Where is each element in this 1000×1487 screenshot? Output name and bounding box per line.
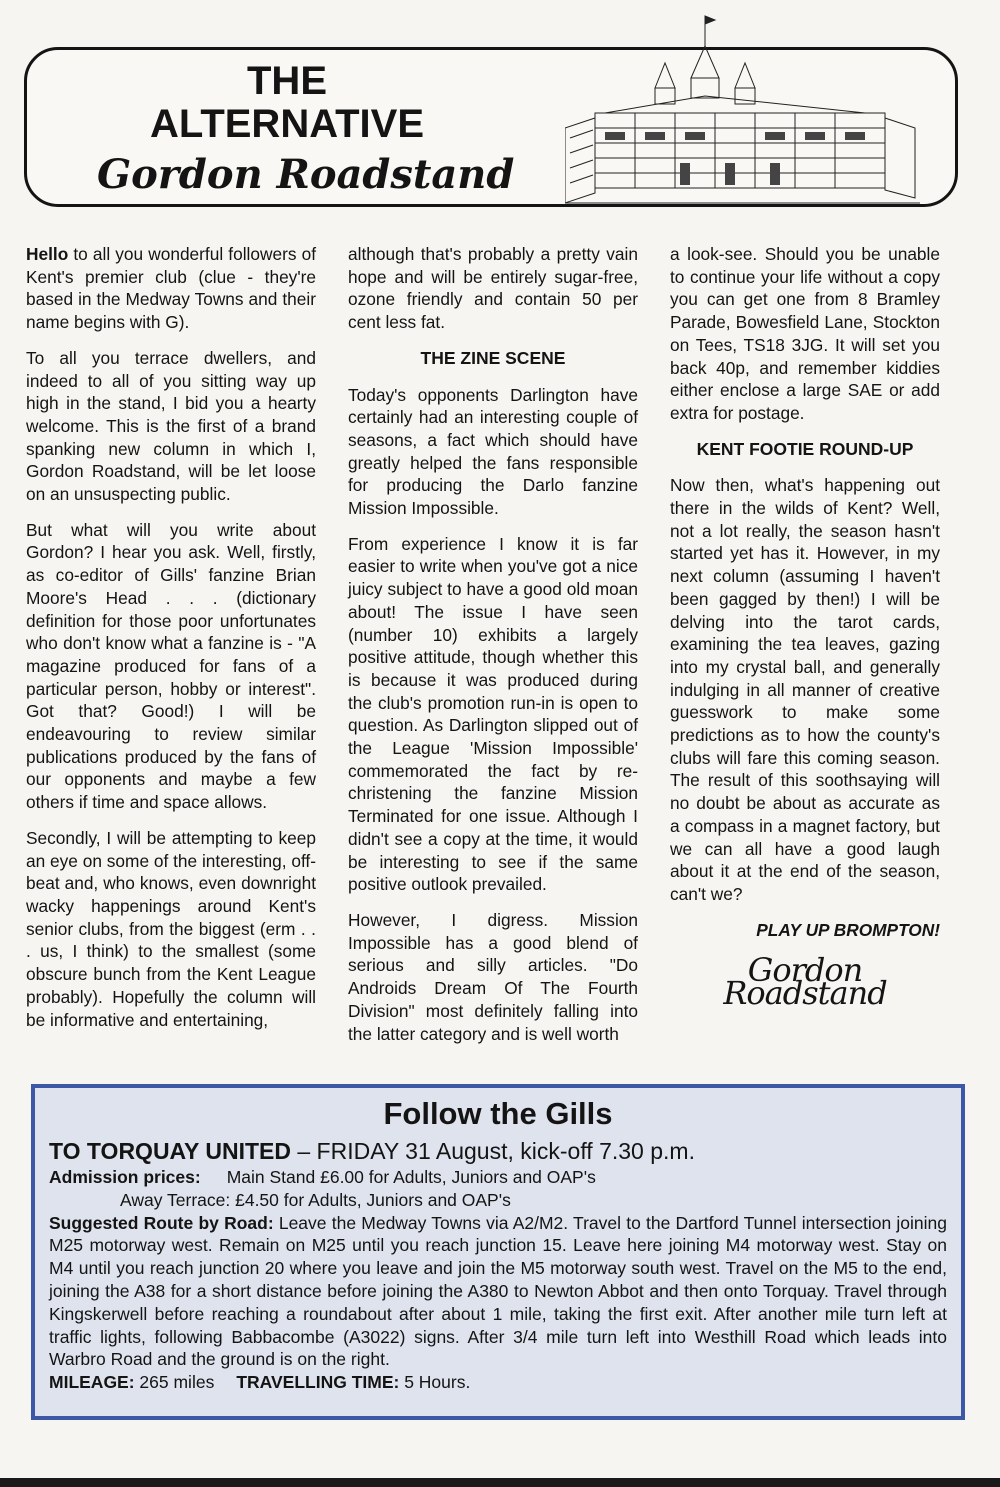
title-line-gordon-roadstand: Gordon Roadstand — [97, 151, 515, 198]
page-bottom-edge — [0, 1478, 1000, 1487]
paragraph-text: to all you wonderful followers of Kent's premier club (clue - they're based in the Medway Towns and their name begins with G). — [26, 244, 316, 333]
route-text: Leave the Medway Towns via A2/M2. Travel to the Dartford Tunnel intersection joining M25 motorway west. Remain on M25 until you reach junction 15. Leave here joining M4 motorway west. Stay on M4 until you reach junction 20 where you leave and join the M5 motorway south west. Travel on the M5 to the end, joining the A38 for a short distance before joining the A380 to Newton Abbot and then onto Torquay. Travel through Kingskerwell before reaching a roundabout after about 1 mile, taking the first exit. After another mile turn left at traffic lights, following Babbacombe (A3022) signs. After 3/4 mile turn left into Westhill Road which leads into Warbro Road and the ground is on the right. — [49, 1212, 947, 1370]
paragraph: To all you terrace dwellers, and indeed to all of you sitting way up high in the stand, I bid you a hearty welcome. This is the first of a brand spanking new column in which I, Gordon Roadstand, will be let loose on an unsuspecting public. — [26, 347, 316, 505]
destination-line — [49, 1136, 947, 1166]
mileage-value: 265 miles — [134, 1372, 215, 1393]
match-details: – FRIDAY 31 August, kick-off 7.30 p.m. — [290, 1138, 695, 1164]
travel-time-value: 5 Hours. — [399, 1372, 471, 1393]
travel-time-label: TRAVELLING TIME: — [236, 1372, 400, 1393]
follow-the-gills-box — [31, 1084, 965, 1420]
section-heading-zine-scene: THE ZINE SCENE — [420, 347, 566, 368]
paragraph: But what will you write about Gordon? I hear you ask. Well, firstly, as co-editor of Gills' fanzine Brian Moore's Head . . . (dictionary definition for those poor unfortunates who don't know what a fanzine is - "A magazine produced for fans of a particular person, hobby or interest". Got that? Good!) I will be endeavouring to review similar publications produced by the fans of our opponents and maybe a few others if time and space allows. — [26, 519, 316, 813]
paragraph — [26, 243, 316, 334]
paragraph: a look-see. Should you be unable to continue your life without a copy you can get one from 8 Bramley Parade, Bowesfield Lane, Stockton on Tees, TS18 3JG. It will set you back 40p, and remember kiddies either enclose a large SAE or add extra for postage. — [670, 244, 940, 423]
admission-away-terrace: Away Terrace: £4.50 for Adults, Juniors and OAP's — [120, 1189, 511, 1210]
sign-off: PLAY UP BROMPTON! — [756, 919, 940, 940]
grandstand-illustration — [565, 8, 920, 208]
paragraph: although that's probably a pretty vain hope and will be entirely sugar-free, ozone friendly and contain 50 per cent less fat. — [348, 244, 638, 333]
paragraph: From experience I know it is far easier to write when you've got a nice juicy subject to have a good old moan about! The issue I have seen (number 10) exhibits a largely positive attitude, though whether this is because it was produced during the club's promotion run-in is open to question. As Darlington slipped out of the League 'Mission Impossible' commemorated the fact by re-christening the fanzine Mission Terminated for one issue. Although I didn't see a copy at the time, it would be interesting to see if the same positive outlook prevailed. — [348, 533, 638, 895]
title-line-the: THE — [247, 59, 327, 103]
greeting-word: Hello — [26, 244, 69, 264]
author-signature: Gordon Roadstand — [723, 951, 887, 1013]
travel-summary — [49, 1371, 947, 1394]
paragraph: However, I digress. Mission Impossible has a good blend of serious and silly articles. "Do Androids Dream Of The Fourth Division" most definitely falling into the latter category and is well worth — [348, 909, 638, 1044]
route-label: Suggested Route by Road: — [49, 1212, 274, 1233]
article-column-1 — [26, 243, 316, 1044]
article-column-3 — [670, 243, 940, 1013]
section-heading-kent-footie: KENT FOOTIE ROUND-UP — [696, 438, 914, 459]
box-title: Follow the Gills — [383, 1096, 613, 1131]
paragraph: Now then, what's happening out there in the wilds of Kent? Well, not a lot really, the season hasn't started yet has it. However, in my next column (assuming I haven't been gagged by then!) I will be delving into the tarot cards, examining the tea leaves, gazing into my crystal ball, and generally indulging in all manner of creative guesswork to make some predictions as to how the county's clubs will fare this coming season. The result of this soothsaying will no doubt be about as accurate as a compass in a magnet factory, but we can all have a good laugh about it at the end of the season, can't we? — [670, 475, 940, 904]
route-paragraph — [49, 1212, 947, 1372]
destination-team: TO TORQUAY UNITED — [49, 1138, 291, 1164]
admission-main-stand: Main Stand £6.00 for Adults, Juniors and OAP's — [226, 1167, 596, 1187]
admission-main-row — [49, 1166, 947, 1189]
article-column-2 — [348, 243, 638, 1058]
mileage-label: MILEAGE: — [49, 1372, 135, 1393]
paragraph: Today's opponents Darlington have certainly had an interesting couple of seasons, a fact which should have greatly helped the fans responsible for producing the Darlo fanzine Mission Impossible. — [348, 384, 638, 519]
title-line-alternative: ALTERNATIVE — [149, 102, 425, 146]
paragraph: Secondly, I will be attempting to keep an eye on some of the interesting, off-beat and, who knows, even downright wacky happenings around Kent's senior clubs, from the biggest (erm . . . us, I think) to the smallest (some obscure bunch from the Kent League probably). Hopefully the column will be informative and entertaining, — [26, 827, 316, 1030]
column-title — [27, 59, 547, 202]
admission-label: Admission prices: — [49, 1167, 201, 1187]
